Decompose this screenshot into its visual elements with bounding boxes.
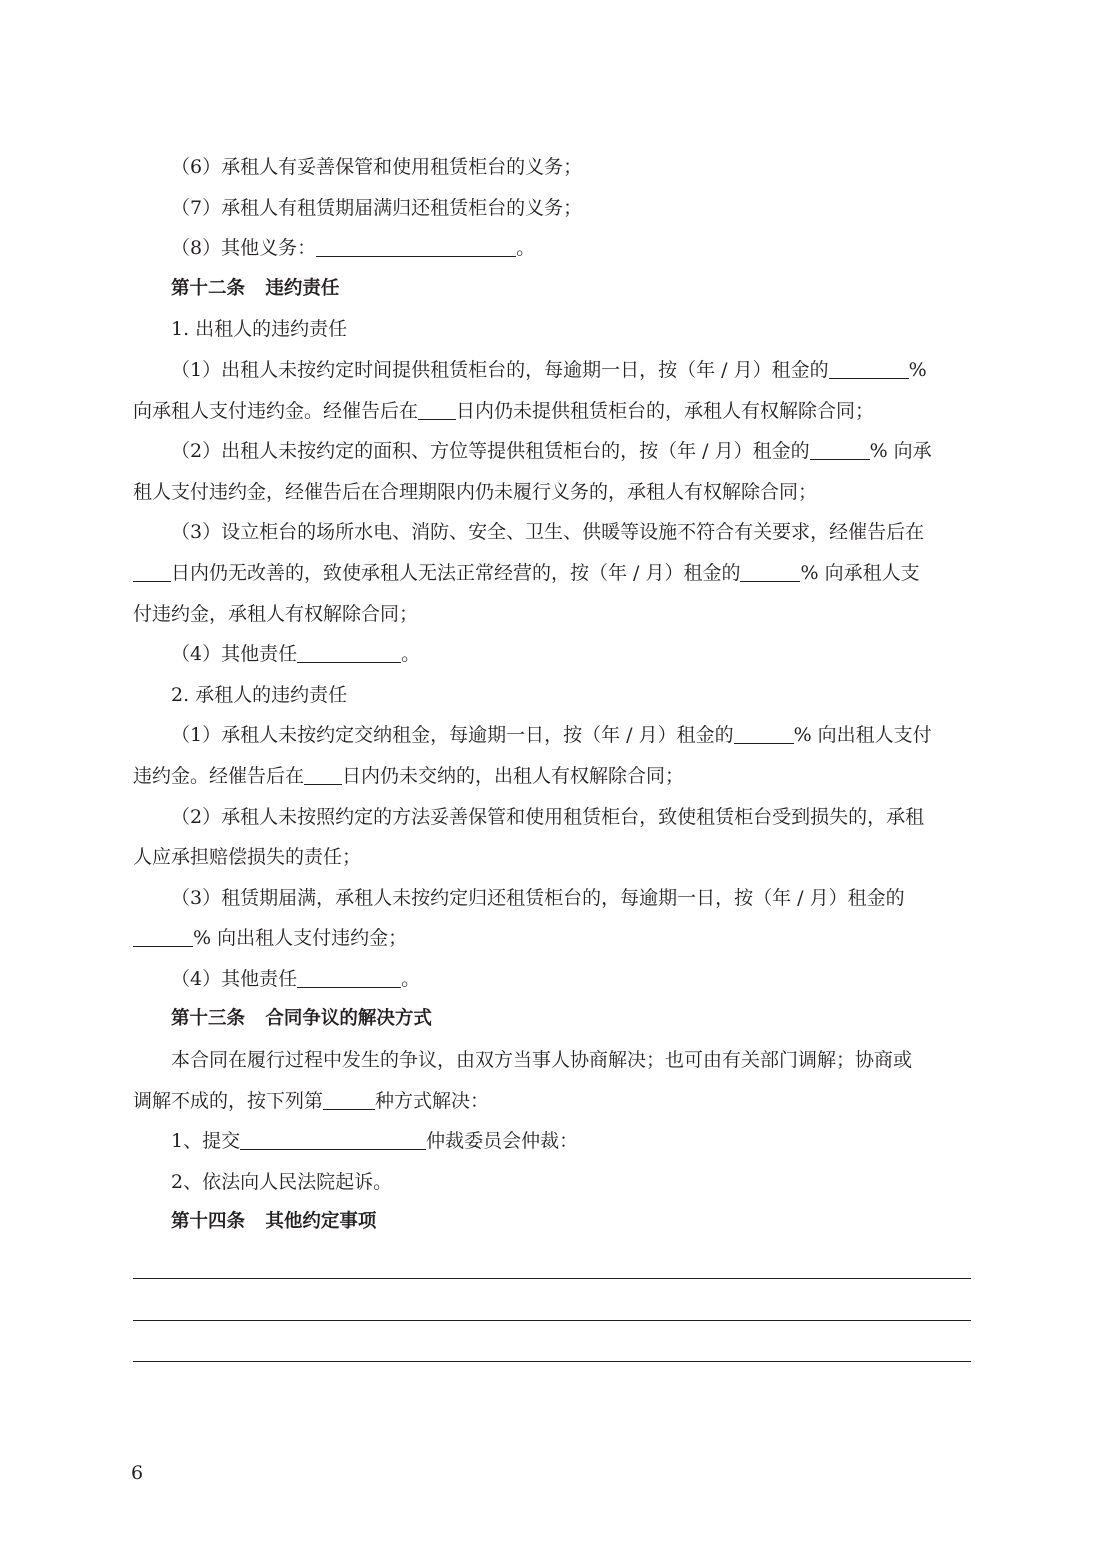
dispute-resolution-line-1: 本合同在履行过程中发生的争议，由双方当事人协商解决；也可由有关部门调解；协商或 xyxy=(171,1049,913,1072)
article-14-heading: 第十四条 其他约定事项 xyxy=(171,1211,377,1233)
document-body xyxy=(133,147,971,1243)
page-number: 6 xyxy=(131,1462,144,1484)
article-13-heading: 第十三条 合同争议的解决方式 xyxy=(171,1008,432,1030)
fill-blank-other-liability[interactable] xyxy=(297,967,401,988)
dispute-option-1: 1、提交 仲裁委员会仲裁： xyxy=(171,1130,579,1153)
lessee-clause-3-line-2: % 向出租人支付违约金； xyxy=(133,918,971,959)
lessor-clause-2-line-1: （2）出租人未按约定的面积、方位等提供租赁柜台的，按（年 / 月）租金的 % 向承 xyxy=(171,440,932,463)
lessor-clause-3-line-2: 日内仍无改善的，致使承租人无法正常经营的，按（年 / 月）租金的 % 向承租人支 xyxy=(133,553,971,594)
lessee-clause-4: （4）其他责任 。 xyxy=(171,967,421,990)
fill-blank-other-liability[interactable] xyxy=(297,642,401,663)
dispute-resolution-line-2: 调解不成的，按下列第 种方式解决： xyxy=(133,1089,490,1112)
article-12-heading: 第十二条 违约责任 xyxy=(171,277,340,299)
lessee-clause-3-line-1: （3）租赁期届满，承租人未按约定归还租赁柜台的，每逾期一日，按（年 / 月）租金的 xyxy=(171,886,905,909)
fill-line-other-agreements-1[interactable] xyxy=(133,1278,971,1279)
fill-blank-percent[interactable] xyxy=(810,439,870,460)
lessee-clause-1-line-1: （1）承租人未按约定交纳租金，每逾期一日，按（年 / 月）租金的 % 向出租人支付 xyxy=(171,724,932,747)
lessee-clause-1-line-2: 违约金。经催告后在 日内仍未交纳的，出租人有权解除合同； xyxy=(133,764,685,787)
fill-blank-arbitration-commission[interactable] xyxy=(240,1129,426,1150)
lessor-clause-2-line-2: 租人支付违约金，经催告后在合理期限内仍未履行义务的，承租人有权解除合同； xyxy=(133,480,818,503)
obligation-item-7: （7）承租人有租赁期届满归还租赁柜台的义务； xyxy=(171,196,583,219)
fill-blank-percent[interactable] xyxy=(133,926,193,947)
obligation-item-8: （8）其他义务： 。 xyxy=(171,237,536,260)
dispute-option-2: 2、依法向人民法院起诉。 xyxy=(171,1170,393,1193)
lessor-clause-1-line-1: （1）出租人未按约定时间提供租赁柜台的，每逾期一日，按（年 / 月）租金的 % xyxy=(171,358,927,381)
lessor-clause-4: （4）其他责任 。 xyxy=(171,643,421,666)
lessor-clause-1-line-2: 向承租人支付违约金。经催告后在 日内仍未提供租赁柜台的，承租人有权解除合同； xyxy=(133,399,875,422)
obligation-item-6: （6）承租人有妥善保管和使用租赁柜台的义务； xyxy=(171,156,583,178)
fill-blank-days[interactable] xyxy=(418,399,456,420)
fill-line-other-agreements-3[interactable] xyxy=(133,1361,971,1362)
fill-blank-percent[interactable] xyxy=(740,561,800,582)
lessee-clause-2-line-1: （2）承租人未按照约定的方法妥善保管和使用租赁柜台，致使租赁柜台受到损失的，承租 xyxy=(171,805,925,828)
lessor-liability-heading: 1. 出租人的违约责任 xyxy=(171,318,348,341)
lessee-clause-2-line-2: 人应承担赔偿损失的责任； xyxy=(133,846,362,869)
fill-blank-other-obligations[interactable] xyxy=(316,236,516,257)
fill-line-other-agreements-2[interactable] xyxy=(133,1320,971,1321)
fill-blank-days[interactable] xyxy=(133,561,171,582)
fill-blank-percent[interactable] xyxy=(734,723,794,744)
lessor-clause-3-line-3: 付违约金，承租人有权解除合同； xyxy=(133,602,419,625)
fill-blank-days[interactable] xyxy=(304,764,342,785)
fill-blank-method-number[interactable] xyxy=(323,1089,375,1110)
lessor-clause-3-line-1: （3）设立柜台的场所水电、消防、安全、卫生、供暖等设施不符合有关要求，经催告后在 xyxy=(171,521,925,544)
lessee-liability-heading: 2. 承租人的违约责任 xyxy=(171,683,348,706)
fill-blank-percent[interactable] xyxy=(829,358,909,379)
